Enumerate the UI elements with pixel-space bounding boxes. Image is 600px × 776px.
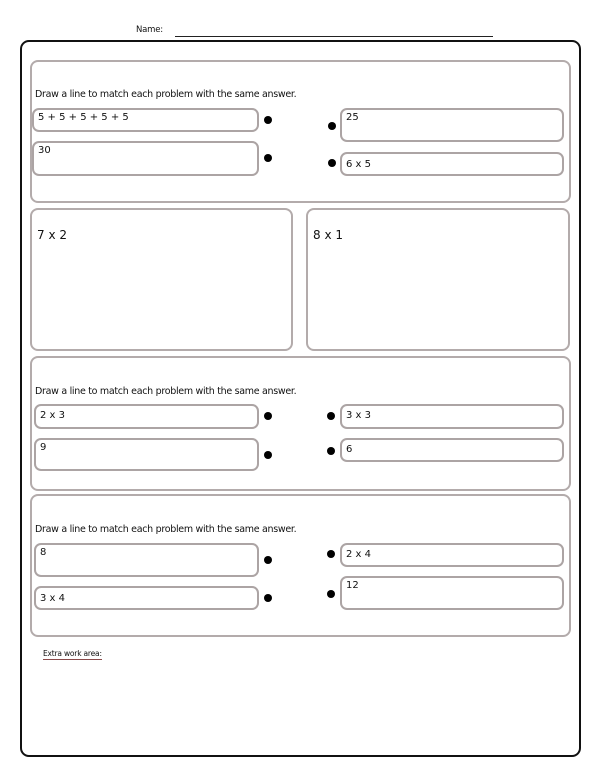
- section-2-right-item-1: 3 x 3: [340, 404, 564, 429]
- section-2-left-dot-1[interactable]: [264, 412, 272, 420]
- section-3-instruction: Draw a line to match each problem with the same answer.: [35, 524, 297, 535]
- section-3-left-item-1: 8: [34, 543, 259, 577]
- section-2-right-item-2: 6: [340, 438, 564, 462]
- section-1-right-dot-2[interactable]: [328, 159, 336, 167]
- work-box-2-problem: 8 x 1: [313, 228, 343, 242]
- extra-work-area-label: Extra work area:: [43, 649, 102, 658]
- section-1-left-item-1: 5 + 5 + 5 + 5 + 5: [32, 108, 259, 132]
- section-2-left-item-2: 9: [34, 438, 259, 471]
- work-box-2[interactable]: [306, 208, 570, 351]
- section-2-right-dot-1[interactable]: [327, 412, 335, 420]
- section-3-left-item-2: 3 x 4: [34, 586, 259, 610]
- section-3-right-item-2: 12: [340, 576, 564, 610]
- name-input-line[interactable]: [175, 36, 493, 37]
- section-2-right-dot-2[interactable]: [327, 447, 335, 455]
- section-3-left-dot-2[interactable]: [264, 594, 272, 602]
- section-2-left-item-1: 2 x 3: [34, 404, 259, 429]
- section-1-instruction: Draw a line to match each problem with the same answer.: [35, 89, 297, 100]
- section-1-left-dot-1[interactable]: [264, 116, 272, 124]
- section-3-right-item-1: 2 x 4: [340, 543, 564, 567]
- section-3-left-dot-1[interactable]: [264, 556, 272, 564]
- section-2-left-dot-2[interactable]: [264, 451, 272, 459]
- section-3-right-dot-1[interactable]: [327, 550, 335, 558]
- work-box-1[interactable]: [30, 208, 293, 351]
- section-1-left-dot-2[interactable]: [264, 154, 272, 162]
- extra-work-area[interactable]: [30, 665, 570, 750]
- work-box-1-problem: 7 x 2: [37, 228, 67, 242]
- section-1-right-dot-1[interactable]: [328, 122, 336, 130]
- section-1-left-item-2: 30: [32, 141, 259, 176]
- section-2-instruction: Draw a line to match each problem with the same answer.: [35, 386, 297, 397]
- section-3-right-dot-2[interactable]: [327, 590, 335, 598]
- section-1-right-item-1: 25: [340, 108, 564, 142]
- section-1-right-item-2: 6 x 5: [340, 152, 564, 176]
- name-label: Name:: [136, 25, 163, 35]
